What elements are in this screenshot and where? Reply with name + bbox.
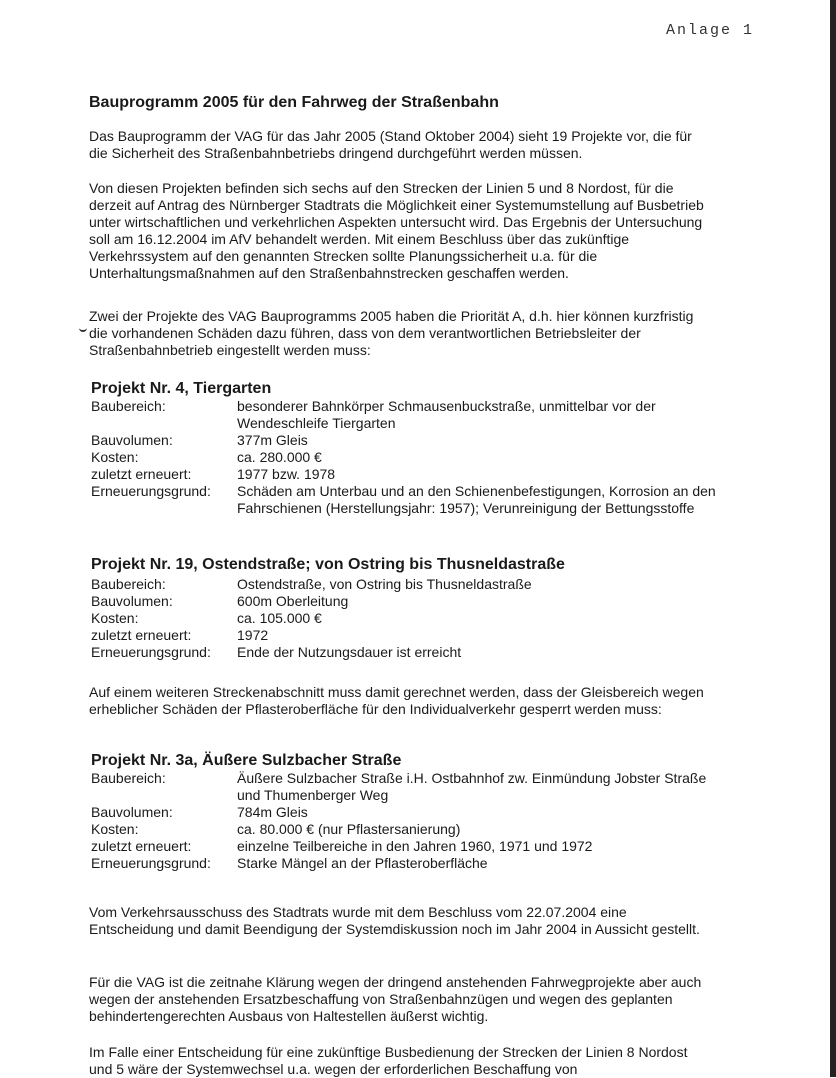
project-heading: Projekt Nr. 3a, Äußere Sulzbacher Straße [91,752,402,769]
detail-label: Baubereich: [91,770,166,786]
detail-value: ca. 105.000 € [237,610,322,626]
detail-row [91,610,716,627]
detail-value: Ostendstraße, von Ostring bis Thusneldastraße [237,576,532,592]
detail-value: besonderer Bahnkörper Schmausenbuckstraße, unmittelbar vor der Wendeschleife Tiergarten [237,398,656,431]
scan-edge [830,0,836,1077]
detail-row [91,838,716,855]
detail-label: Erneuerungsgrund: [91,855,211,871]
detail-row [91,644,716,661]
detail-label: Baubereich: [91,398,166,414]
detail-row [91,770,716,804]
detail-label: Erneuerungsgrund: [91,644,211,660]
detail-value: Äußere Sulzbacher Straße i.H. Ostbahnhof zw. Einmündung Jobster Straße und Thumenberger Weg [237,770,707,803]
detail-value: 377m Gleis [237,432,308,448]
project-heading: Projekt Nr. 4, Tiergarten [91,380,272,397]
detail-label: Kosten: [91,610,139,626]
detail-value: 600m Oberleitung [237,593,349,609]
detail-row [91,432,716,449]
detail-value: 784m Gleis [237,804,308,820]
paragraph-priority: Zwei der Projekte des VAG Bauprogramms 2005 haben die Priorität A, d.h. hier können kurzfristig die vorhandenen Schäden dazu führen, dass von dem verantwortlichen Betriebsleiter der Straßenbahnbetrieb eingestellt werden muss: [89,308,694,358]
detail-label: Kosten: [91,449,139,465]
detail-value: Starke Mängel an der Pflasteroberfläche [237,855,488,871]
detail-value: einzelne Teilbereiche in den Jahren 1960, 1971 und 1972 [237,838,593,854]
project-details [91,398,716,517]
project-details [91,770,716,872]
detail-value: Schäden am Unterbau und an den Schienenbefestigungen, Korrosion an den Fahrschienen (Herstellungsjahr: 1957); Verunreinigung der Bettungsstoffe [237,483,716,516]
paragraph-committee-decision: Vom Verkehrsausschuss des Stadtrats wurde mit dem Beschluss vom 22.07.2004 eine Entscheidung und damit Beendigung der Systemdiskussion noch im Jahr 2004 in Aussicht gestellt. [89,904,700,937]
paragraph-vag-importance: Für die VAG ist die zeitnahe Klärung wegen der dringend anstehenden Fahrwegprojekte aber auch wegen der anstehenden Ersatzbeschaffung von Straßenbahnzügen und wegen des geplanten behindertengerechten Ausbaus von Haltestellen äußerst wichtig. [89,974,702,1024]
detail-row [91,398,716,432]
detail-value: 1972 [237,627,269,643]
detail-row [91,627,716,644]
paragraph-bus-decision: Im Falle einer Entscheidung für eine zukünftige Busbedienung der Strecken der Linien 8 Nordost und 5 wäre der Systemwechsel u.a. wegen der erforderlichen Beschaffung von [89,1044,688,1077]
detail-label: Kosten: [91,821,139,837]
paragraph-route-study: Von diesen Projekten befinden sich sechs auf den Strecken der Linien 5 und 8 Nordost, für die derzeit auf Antrag des Nürnberger Stadtrats die Möglichkeit einer Systemumstellung auf Busbetrieb unter wirtschaftlichen und verkehrlichen Aspekten untersucht wird. Das Ergebnis der Untersuchung soll am 16.12.2004 im AfV behandelt werden. Mit einem Beschluss über das zukünftige Verkehrssystem auf den genannten Strecken sollte Planungssicherheit u.a. für die Unterhaltungsmaßnahmen auf den Straßenbahnstrecken geschaffen werden. [89,180,704,281]
detail-value: 1977 bzw. 1978 [237,466,336,482]
detail-row [91,593,716,610]
project-heading: Projekt Nr. 19, Ostendstraße; von Ostring bis Thusneldastraße [91,556,565,573]
detail-value: ca. 80.000 € (nur Pflastersanierung) [237,821,461,837]
detail-label: Erneuerungsgrund: [91,483,211,499]
intro-paragraph: Das Bauprogramm der VAG für das Jahr 2005 (Stand Oktober 2004) sieht 19 Projekte vor, die für die Sicherheit des Straßenbahnbetriebs dringend durchgeführt werden müssen. [89,128,692,161]
detail-label: zuletzt erneuert: [91,466,192,482]
document-title: Bauprogramm 2005 für den Fahrweg der Straßenbahn [89,94,499,111]
detail-label: Baubereich: [91,576,166,592]
project-details [91,576,716,661]
detail-value: ca. 280.000 € [237,449,322,465]
detail-value: Ende der Nutzungsdauer ist erreicht [237,644,462,660]
detail-label: zuletzt erneuert: [91,627,192,643]
detail-label: Bauvolumen: [91,593,173,609]
annex-label: Anlage 1 [666,22,755,39]
detail-row [91,855,716,872]
handwritten-mark [79,324,87,332]
detail-row [91,466,716,483]
detail-row [91,821,716,838]
detail-row [91,576,716,593]
detail-row [91,483,716,517]
detail-row [91,449,716,466]
detail-label: Bauvolumen: [91,432,173,448]
detail-row [91,804,716,821]
detail-label: zuletzt erneuert: [91,838,192,854]
paragraph-closure-warning: Auf einem weiteren Streckenabschnitt muss damit gerechnet werden, dass der Gleisbereich wegen erheblicher Schäden der Pflasteroberfläche für den Individualverkehr gesperrt werden muss: [89,684,704,717]
detail-label: Bauvolumen: [91,804,173,820]
